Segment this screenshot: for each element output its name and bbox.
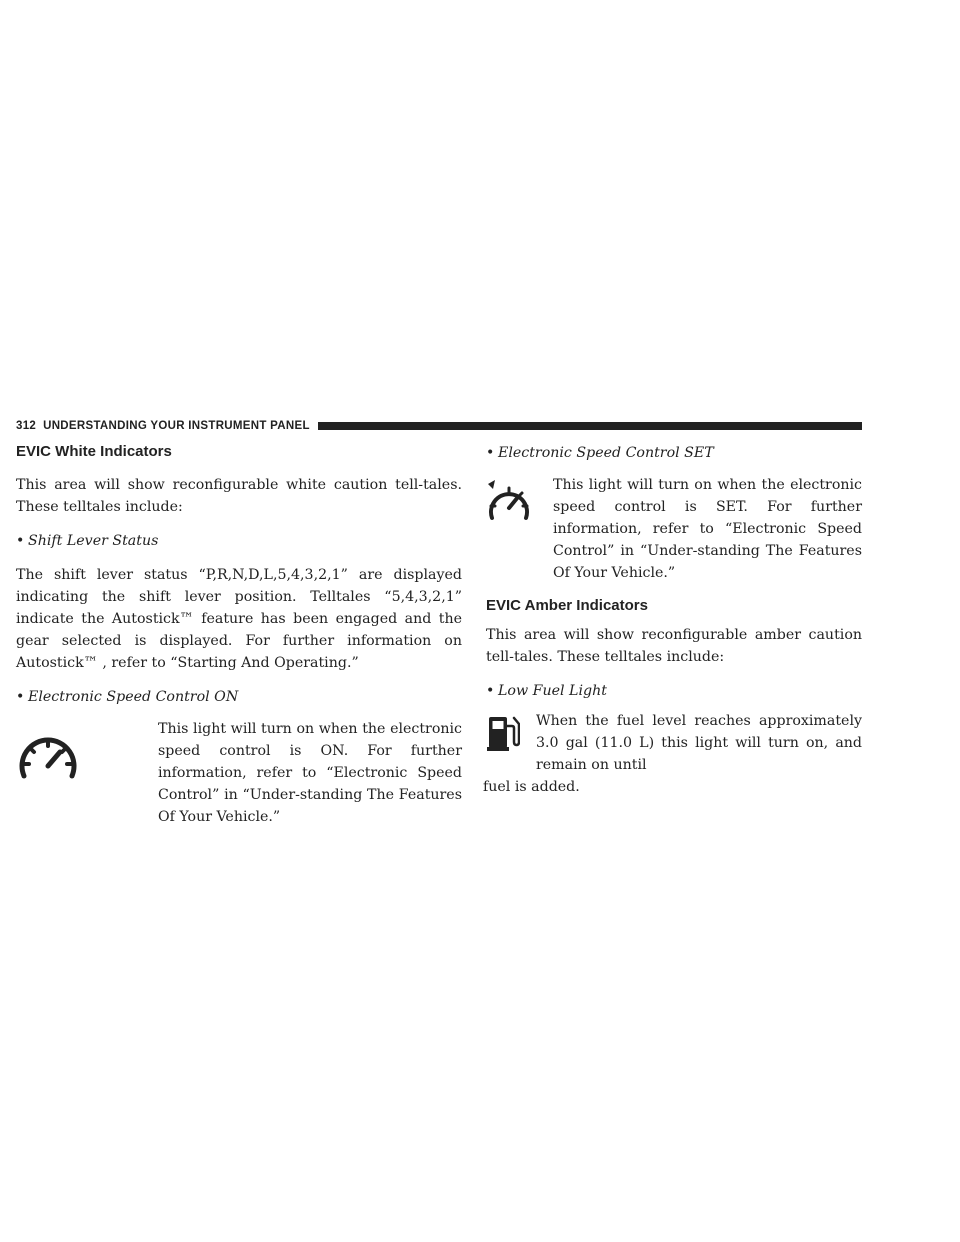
esc-set-text: This light will turn on when the electronic speed control is SET. For further information, refer to “Electronic Speed Control” in “Under-standing The Features Of Your Vehicle.” (553, 477, 862, 581)
left-column (16, 442, 462, 828)
right-column (483, 442, 862, 798)
low-fuel-text-continued: fuel is added. (483, 779, 580, 795)
shift-lever-bullet (16, 530, 462, 552)
bullet-dot: • (16, 533, 25, 549)
bullet-dot: • (486, 683, 495, 699)
white-indicators-heading: EVIC White Indicators (16, 443, 172, 460)
low-fuel-bullet (486, 680, 862, 702)
speedometer-icon (16, 732, 80, 784)
esc-set-bullet (486, 442, 862, 464)
page-number: 312 (16, 420, 37, 432)
shift-lever-text: The shift lever status “P,R,N,D,L,5,4,3,2,1” are displayed indicating the shift lever position. Telltales “5,4,3,2,1” indicate the Autostick™ feature has been engaged and the gear selected is displayed. For further information on Autostick™ , refer to “Starting And Operating.” (16, 567, 462, 671)
header-rule (318, 422, 862, 430)
amber-indicators-heading: EVIC Amber Indicators (486, 597, 648, 614)
esc-set-title: Electronic Speed Control SET (498, 445, 714, 461)
bullet-dot: • (16, 689, 25, 705)
amber-intro: This area will show reconfigurable amber caution tell-tales. These telltales include: (486, 627, 862, 665)
low-fuel-icon-box (486, 710, 536, 756)
page-header-text (16, 418, 318, 434)
esc-on-bullet (16, 686, 462, 708)
low-fuel-text: When the fuel level reaches approximately 3.0 gal (11.0 L) this light will turn on, and remain on until (536, 713, 862, 773)
esc-on-icon-box (16, 718, 158, 788)
esc-on-title: Electronic Speed Control ON (28, 689, 239, 705)
shift-lever-title: Shift Lever Status (28, 533, 159, 549)
low-fuel-block (486, 710, 862, 776)
section-title: UNDERSTANDING YOUR INSTRUMENT PANEL (43, 420, 310, 432)
esc-set-icon-box (486, 474, 553, 530)
esc-set-block (486, 474, 862, 584)
white-intro: This area will show reconfigurable white caution tell-tales. These telltales include: (16, 477, 462, 515)
page-header (16, 418, 862, 434)
low-fuel-title: Low Fuel Light (498, 683, 607, 699)
fuel-pump-icon (486, 712, 520, 752)
speedometer-set-icon (486, 478, 532, 526)
esc-on-block (16, 718, 462, 828)
esc-on-text: This light will turn on when the electronic speed control is ON. For further information, refer to “Electronic Speed Control” in “Under-standing The Features Of Your Vehicle.” (158, 721, 462, 825)
bullet-dot: • (486, 445, 495, 461)
